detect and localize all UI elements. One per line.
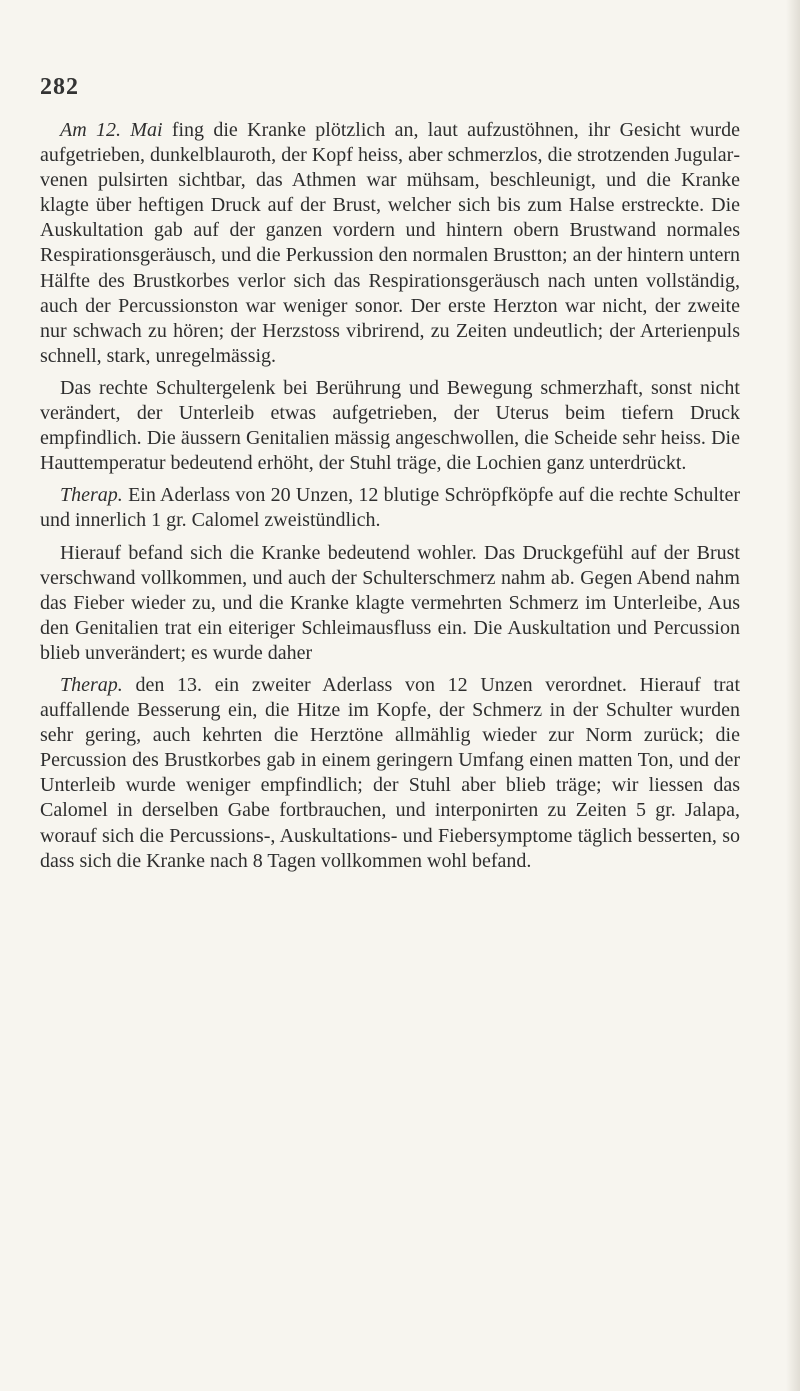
paragraph	[40, 483, 740, 533]
paragraph-text: Hierauf befand sich die Kranke bedeutend wohler. Das Druckgefühl auf der Brust verschwand vollkommen, und auch der Schulterschmerz nahm ab. Gegen Abend nahm das Fieber wieder zu, und die Kranke klagte vermehrten Schmerz im Unterleibe, Aus den Genitalien trat ein eiteriger Schleimausfluss ein. Die Auskultation und Percussion blieb unverändert; es wurde daher	[40, 541, 740, 664]
paragraph	[40, 118, 740, 369]
paragraph-text: fing die Kranke plötzlich an, laut aufzustöhnen, ihr Gesicht wurde aufgetrieben, dunkelblauroth, der Kopf heiss, aber schmerzlos, die strotzenden Jugularvenen pulsirten sichtbar, das Athmen war mühsam, beschleunigt, und die Kranke klagte über heftigen Druck auf der Brust, welcher sich bis zum Halse erstreckte. Die Auskultation gab auf der ganzen vordern und hintern obern Brustwand normales Respirationsgeräusch, und die Perkussion den normalen Brustton; an der hintern untern Hälfte des Brustkorbes verlor sich das Respirationsgeräusch nach unten vollständig, auch der Percussionston war weniger sonor. Der erste Herzton war nicht, der zweite nur schwach zu hören; der Herzstoss vibrirend, zu Zeiten undeutlich; der Arterienpuls schnell, stark, unregelmässig.	[40, 119, 740, 367]
body-text	[40, 118, 740, 881]
paragraph-lead: Therap.	[60, 484, 123, 507]
paragraph	[40, 541, 740, 666]
paragraph-text: Das rechte Schultergelenk bei Berührung und Bewegung schmerzhaft, sonst nicht verändert, der Unterleib etwas aufgetrieben, der Uterus beim tiefern Druck empfindlich. Die äussern Genitalien mässig angeschwollen, die Scheide sehr heiss. Die Hauttemperatur bedeutend erhöht, der Stuhl träge, die Lochien ganz unterdrückt.	[40, 376, 740, 475]
page-number: 282	[40, 74, 79, 100]
paragraph	[40, 673, 740, 874]
paragraph-text: den 13. ein zweiter Aderlass von 12 Unzen verordnet. Hierauf trat auffallende Besserung ein, die Hitze im Kopfe, der Schmerz in der Schulter wurden sehr gering, auch kehrten die Herztöne allmählig wieder zur Norm zurück; die Percussion des Brustkorbes gab in einem geringern Umfang einen matten Ton, und der Unterleib wurde weniger empfindlich; der Stuhl aber blieb träge; wir liessen das Calomel in derselben Gabe fortbrauchen, und interponirten zu Zeiten 5 gr. Jalapa, worauf sich die Percussions-, Auskultations- und Fiebersymptome täglich besserten, so dass sich die Kranke nach 8 Tagen vollkommen wohl befand.	[40, 673, 740, 872]
paragraph-lead: Therap.	[60, 673, 123, 696]
paragraph	[40, 376, 740, 476]
paragraph-text: Ein Aderlass von 20 Unzen, 12 blutige Schröpfköpfe auf die rechte Schulter und innerlich 1 gr. Calomel zweistündlich.	[40, 484, 740, 532]
page-edge-shadow	[786, 0, 800, 1391]
paragraph-lead: Am 12. Mai	[60, 119, 163, 141]
